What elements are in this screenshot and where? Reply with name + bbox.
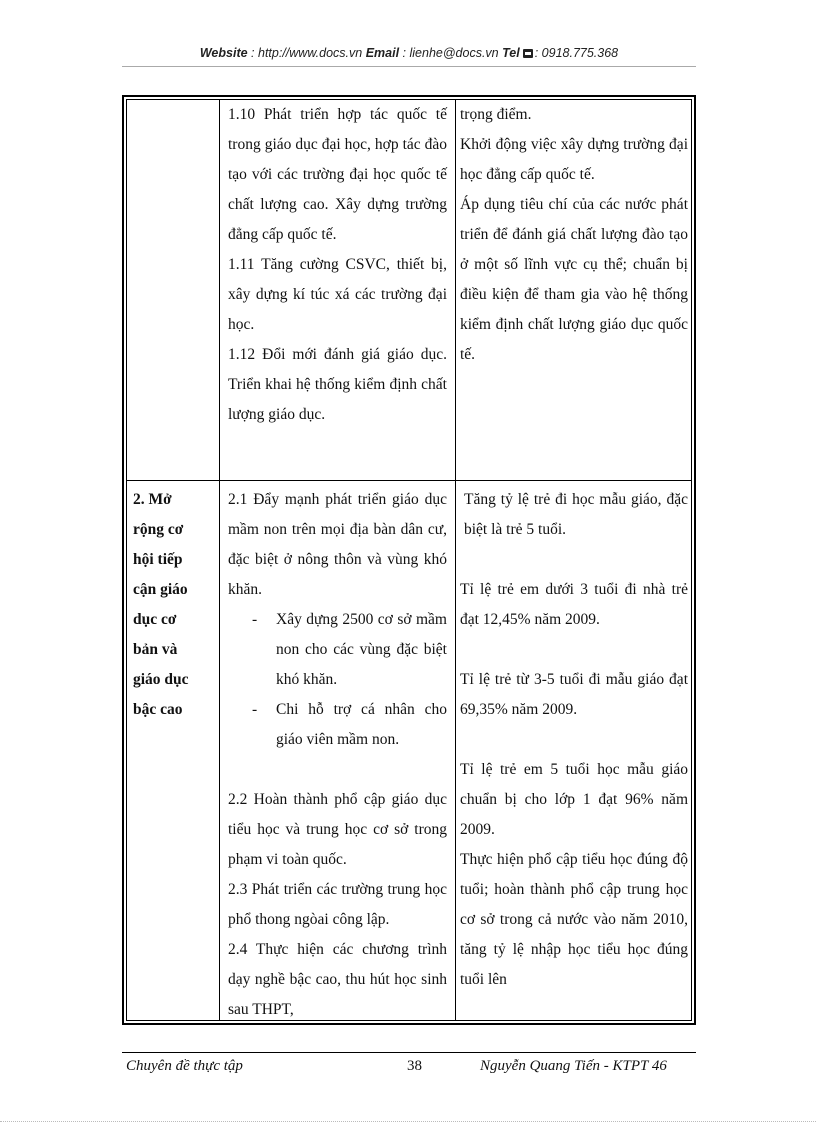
text-block: Tăng tỷ lệ trẻ đi học mẫu giáo, đặc biệt là trẻ 5 tuổi. bbox=[464, 491, 688, 538]
spacer bbox=[460, 545, 688, 575]
text-block: trọng điểm. bbox=[460, 106, 532, 123]
phone-icon bbox=[523, 49, 533, 58]
text-block: Thực hiện phổ cập tiểu học đúng độ tuổi; hoàn thành phổ cập trung học cơ sở trong cả nước vào năm 2010, tăng tỷ lệ nhập học tiểu học đúng tuổi lên bbox=[460, 851, 688, 988]
text-block: 1.12 Đổi mới đánh giá giáo dục. Triển khai hệ thống kiểm định chất lượng giáo dục. bbox=[228, 346, 447, 423]
text-block: Áp dụng tiêu chí của các nước phát triển để đánh giá chất lượng đào tạo ở một số lĩnh vực cụ thể; chuẩn bị điều kiện để tham gia vào hệ thống kiểm định chất lượng giáo dục quốc tế. bbox=[460, 196, 688, 363]
website-label: Website bbox=[199, 46, 248, 60]
table-inner bbox=[126, 99, 692, 1021]
text-block: 2.1 Đẩy mạnh phát triển giáo dục mầm non trên mọi địa bàn dân cư, đặc biệt ở nông thôn và vùng khó khăn. bbox=[228, 491, 447, 598]
category-line: cận giáo bbox=[133, 581, 188, 598]
header-rule bbox=[122, 66, 696, 67]
text-block: Tỉ lệ trẻ em dưới 3 tuổi đi nhà trẻ đạt 12,45% năm 2009. bbox=[460, 581, 688, 628]
column-divider-2 bbox=[455, 100, 456, 1020]
column-divider-1 bbox=[219, 100, 220, 1020]
dash-marker: - bbox=[252, 611, 258, 628]
bullet-item bbox=[228, 605, 447, 695]
bullet-text: Xây dựng 2500 cơ sở mầm non cho các vùng đặc biệt khó khăn. bbox=[276, 611, 447, 688]
text-block: 2.4 Thực hiện các chương trình dạy nghề bậc cao, thu hút học sinh sau THPT, bbox=[228, 941, 447, 1018]
row2-col1 bbox=[133, 485, 215, 725]
category-line: bản và bbox=[133, 641, 178, 658]
tel-number: : 0918.775.368 bbox=[534, 46, 619, 60]
row1-col3 bbox=[460, 100, 688, 370]
page-edge bbox=[0, 1121, 816, 1122]
category-line: dục cơ bbox=[133, 611, 177, 628]
email-label: Email bbox=[365, 46, 400, 60]
category-line: 2. Mở bbox=[133, 491, 172, 508]
bullet-item bbox=[228, 695, 447, 755]
text-block: Khởi động việc xây dựng trường đại học đẳng cấp quốc tế. bbox=[460, 136, 688, 183]
website-url[interactable]: : http://www.docs.vn bbox=[251, 46, 363, 60]
spacer bbox=[228, 755, 447, 785]
page-number: 38 bbox=[407, 1058, 422, 1074]
text-block: Tỉ lệ trẻ từ 3-5 tuổi đi mẫu giáo đạt 69,35% năm 2009. bbox=[460, 671, 688, 718]
tel-label: Tel bbox=[502, 46, 520, 60]
dash-marker: - bbox=[252, 701, 258, 718]
spacer bbox=[460, 635, 688, 665]
bullet-text: Chi hỗ trợ cá nhân cho giáo viên mầm non. bbox=[276, 701, 447, 748]
text-block: 1.10 Phát triển hợp tác quốc tế trong giáo dục đại học, hợp tác đào tạo với các trường đại học quốc tế chất lượng cao. Xây dựng trường đẳng cấp quốc tế. bbox=[228, 106, 447, 243]
text-block: 2.2 Hoàn thành phổ cập giáo dục tiểu học và trung học cơ sở trong phạm vi toàn quốc. bbox=[228, 791, 447, 868]
row2-col3 bbox=[460, 485, 688, 995]
footer-rule bbox=[122, 1052, 696, 1053]
row-divider bbox=[127, 480, 691, 481]
email-address[interactable]: : lienhe@docs.vn bbox=[402, 46, 499, 60]
category-line: rộng cơ bbox=[133, 521, 184, 538]
category-line: bậc cao bbox=[133, 701, 183, 718]
row2-col2 bbox=[228, 485, 447, 1025]
category-line: giáo dục bbox=[133, 671, 189, 688]
text-block: Tỉ lệ trẻ em 5 tuổi học mẫu giáo chuẩn bị cho lớp 1 đạt 96% năm 2009. bbox=[460, 761, 688, 838]
footer-title: Chuyên đề thực tập bbox=[126, 1058, 243, 1074]
text-block: 2.3 Phát triển các trường trung học phổ thong ngòai công lập. bbox=[228, 881, 447, 928]
footer-author: Nguyễn Quang Tiến - KTPT 46 bbox=[480, 1058, 667, 1074]
page-header bbox=[122, 46, 696, 60]
text-block: 1.11 Tăng cường CSVC, thiết bị, xây dựng kí túc xá các trường đại học. bbox=[228, 256, 447, 333]
row1-col2 bbox=[228, 100, 447, 430]
category-line: hội tiếp bbox=[133, 551, 183, 568]
plan-table bbox=[122, 95, 696, 1025]
spacer bbox=[460, 725, 688, 755]
